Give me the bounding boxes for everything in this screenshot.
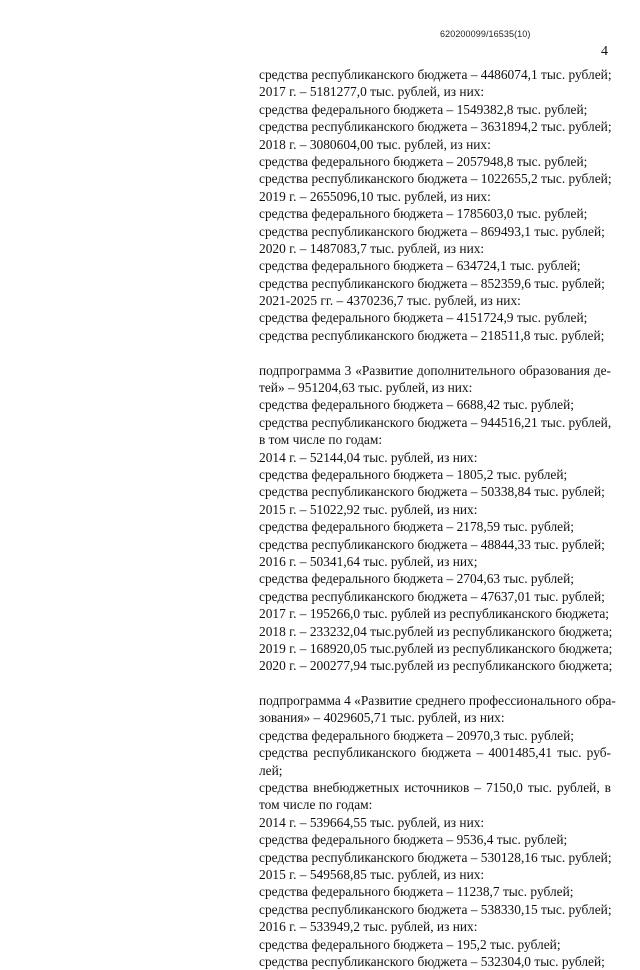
text-line: 2019 г. – 2655096,10 тыс. рублей, из них: (259, 188, 491, 204)
text-line: средства федерального бюджета – 11238,7 тыс. рублей; (259, 884, 574, 900)
subprogram-4-block (259, 692, 616, 970)
text-line: 2019 г. – 168920,05 тыс.рублей из республиканского бюджета; (259, 640, 613, 656)
text-line: средства республиканского бюджета – 1022655,2 тыс. рублей; (259, 171, 612, 187)
text-line: средства республиканского бюджета – 4486074,1 тыс. рублей; (259, 67, 612, 82)
page-number: 4 (601, 44, 608, 59)
text-line: 2017 г. – 5181277,0 тыс. рублей, из них: (259, 84, 485, 100)
text-line: средства федерального бюджета – 4151724,9 тыс. рублей; (259, 310, 588, 326)
text-line: средства республиканского бюджета – 50338,84 тыс. рублей; (259, 484, 605, 500)
document-body (259, 66, 616, 970)
text-line: средства республиканского бюджета – 3631894,2 тыс. рублей; (259, 119, 612, 135)
text-line: средства федерального бюджета – 2704,63 тыс. рублей; (259, 571, 574, 587)
text-line: средства внебюджетных источников – 7150,0 тыс. рублей, в (259, 780, 611, 796)
text-line: 2015 г. – 51022,92 тыс. рублей, из них: (259, 501, 478, 517)
text-line: 2020 г. – 200277,94 тыс.рублей из республиканского бюджета; (259, 658, 613, 674)
text-line: средства федерального бюджета – 1549382,8 тыс. рублей; (259, 101, 588, 117)
budget-block-1 (259, 66, 611, 344)
text-line: в том числе по годам: (259, 432, 383, 448)
text-line: средства федерального бюджета – 1785603,0 тыс. рублей; (259, 206, 588, 222)
text-line: средства федерального бюджета – 2057948,8 тыс. рублей; (259, 153, 588, 169)
text-line: средства республиканского бюджета – 852359,6 тыс. рублей; (259, 275, 605, 291)
text-line: лей; (259, 762, 283, 778)
text-line: 2018 г. – 3080604,00 тыс. рублей, из них: (259, 136, 491, 152)
text-line: средства федерального бюджета – 2178,59 тыс. рублей; (259, 519, 574, 535)
text-line: 2016 г. – 50341,64 тыс. рублей, из них; (259, 553, 478, 569)
text-line: подпрограмма 3 «Развитие дополнительного образования де- (259, 362, 611, 378)
text-line: том числе по годам: (259, 797, 373, 813)
text-line: подпрограмма 4 «Развитие среднего профессионального обра- (259, 693, 616, 709)
text-line: тей» – 951204,63 тыс. рублей, из них: (259, 380, 473, 396)
text-line: средства республиканского бюджета – 48844,33 тыс. рублей; (259, 536, 605, 552)
text-line: 2017 г. – 195266,0 тыс. рублей из республиканского бюджета; (259, 606, 610, 622)
text-line: средства республиканского бюджета – 532304,0 тыс. рублей; (259, 953, 605, 969)
text-line: 2016 г. – 533949,2 тыс. рублей, из них: (259, 919, 478, 935)
text-line: средства республиканского бюджета – 530128,16 тыс. рублей; (259, 849, 612, 865)
text-line: зования» – 4029605,71 тыс. рублей, из них: (259, 710, 505, 726)
text-line: средства республиканского бюджета – 869493,1 тыс. рублей; (259, 223, 605, 239)
text-line: средства республиканского бюджета – 538330,15 тыс. рублей; (259, 901, 612, 917)
paragraph-gap (259, 344, 611, 361)
text-line: средства федерального бюджета – 634724,1 тыс. рублей; (259, 258, 581, 274)
text-line: 2015 г. – 549568,85 тыс. рублей, из них: (259, 866, 485, 882)
text-line: средства республиканского бюджета – 218511,8 тыс. рублей; (259, 327, 605, 343)
text-line: средства федерального бюджета – 9536,4 тыс. рублей; (259, 832, 568, 848)
text-line: средства республиканского бюджета – 4001485,41 тыс. руб- (259, 745, 611, 761)
document-id: 620200099/16535(10) (440, 29, 531, 39)
text-line: средства федерального бюджета – 6688,42 тыс. рублей; (259, 397, 574, 413)
text-line: 2020 г. – 1487083,7 тыс. рублей, из них: (259, 240, 485, 256)
text-line: средства республиканского бюджета – 47637,01 тыс. рублей; (259, 588, 605, 604)
text-line: 2018 г. – 233232,04 тыс.рублей из республиканского бюджета; (259, 623, 613, 639)
text-line: 2014 г. – 52144,04 тыс. рублей, из них: (259, 449, 478, 465)
subprogram-3-block (259, 362, 611, 675)
text-line: средства республиканского бюджета – 944516,21 тыс. рублей, (259, 414, 612, 430)
text-line: 2014 г. – 539664,55 тыс. рублей, из них: (259, 814, 485, 830)
paragraph-gap (259, 675, 611, 692)
text-line: средства федерального бюджета – 1805,2 тыс. рублей; (259, 466, 568, 482)
text-line: средства федерального бюджета – 20970,3 тыс. рублей; (259, 727, 574, 743)
text-line: 2021-2025 гг. – 4370236,7 тыс. рублей, из них: (259, 293, 521, 309)
text-line: средства федерального бюджета – 195,2 тыс. рублей; (259, 936, 561, 952)
